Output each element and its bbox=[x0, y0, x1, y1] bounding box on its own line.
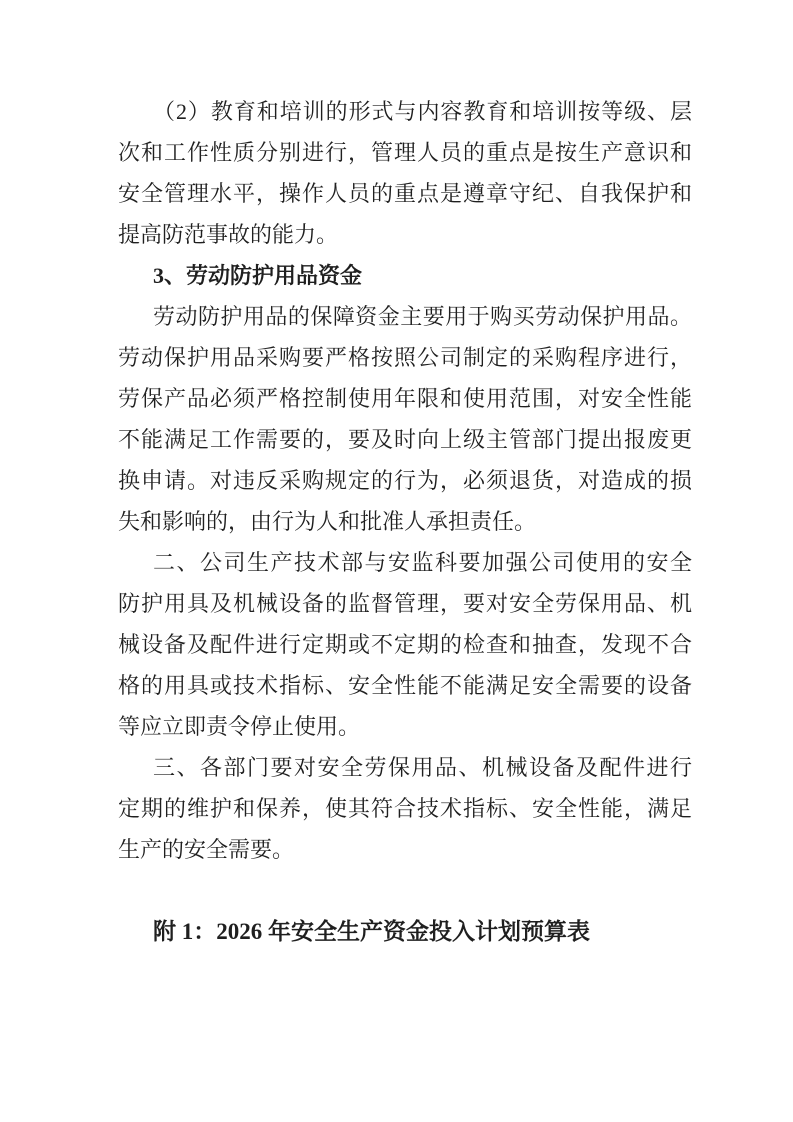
text-line: 失和影响的，由行为人和批准人承担责任。 bbox=[118, 509, 537, 534]
text-line: 提高防范事故的能力。 bbox=[118, 222, 339, 247]
text-line: 二、公司生产技术部与安监科要加强公司使用的安全 bbox=[153, 550, 692, 575]
blank-line bbox=[118, 870, 692, 911]
text-line: 械设备及配件进行定期或不定期的检查和抽查，发现不合 bbox=[118, 632, 692, 657]
text-line: 生产的安全需要。 bbox=[118, 837, 295, 862]
section-heading: 3、劳动防护用品资金 bbox=[153, 263, 363, 288]
text-line: 等应立即责令停止使用。 bbox=[118, 714, 361, 739]
text-line: 次和工作性质分别进行，管理人员的重点是按生产意识和 bbox=[118, 140, 692, 165]
text-line: 防护用具及机械设备的监督管理，要对安全劳保用品、机 bbox=[118, 591, 692, 616]
text-line: 不能满足工作需要的，要及时向上级主管部门提出报废更 bbox=[118, 427, 692, 452]
text-line: 三、各部门要对安全劳保用品、机械设备及配件进行 bbox=[153, 755, 692, 780]
document-body bbox=[118, 91, 692, 952]
attachment-heading: 附 1：2026 年安全生产资金投入计划预算表 bbox=[153, 919, 590, 944]
text-line: 安全管理水平，操作人员的重点是遵章守纪、自我保护和 bbox=[118, 181, 692, 206]
text-line: 劳动保护用品采购要严格按照公司制定的采购程序进行， bbox=[118, 345, 692, 370]
text-line: 定期的维护和保养，使其符合技术指标、安全性能，满足 bbox=[118, 796, 692, 821]
text-line: 劳动防护用品的保障资金主要用于购买劳动保护用品。 bbox=[153, 304, 692, 329]
text-line: 劳保产品必须严格控制使用年限和使用范围，对安全性能 bbox=[118, 386, 692, 411]
text-line: （2）教育和培训的形式与内容教育和培训按等级、层 bbox=[153, 99, 692, 124]
text-line: 换申请。对违反采购规定的行为，必须退货，对造成的损 bbox=[118, 468, 692, 493]
text-line: 格的用具或技术指标、安全性能不能满足安全需要的设备 bbox=[118, 673, 692, 698]
